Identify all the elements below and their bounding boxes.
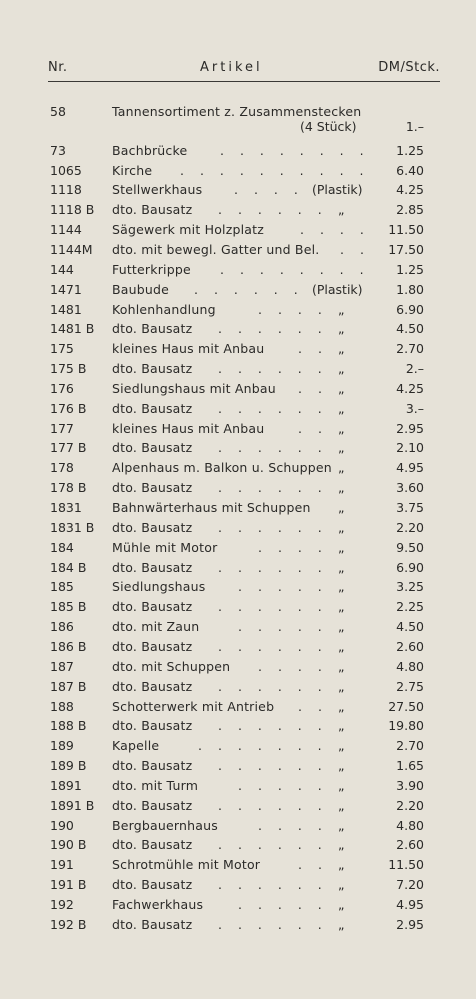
article-name: Schotterwerk mit Antrieb	[112, 698, 275, 714]
article-number: 191 B	[50, 877, 87, 893]
leader-dots: . . . . .	[238, 897, 328, 912]
article-price: 4.80	[396, 817, 424, 833]
article-name: Kirche	[112, 162, 153, 178]
list-item	[0, 895, 476, 915]
leader-dots: . . . . . .	[218, 599, 328, 615]
ditto-mark: „	[338, 400, 345, 416]
article-number: 175 B	[50, 361, 87, 377]
ditto-mark: „	[338, 897, 345, 912]
ditto-mark: „	[338, 539, 345, 555]
list-item	[0, 419, 476, 439]
article-number: 186	[50, 619, 74, 635]
list-item	[0, 697, 476, 717]
article-name: dto. Bausatz	[112, 638, 193, 654]
article-number: 1471	[50, 281, 82, 297]
ditto-mark: „	[338, 738, 345, 754]
article-name: Bergbauernhaus	[112, 817, 218, 833]
ditto-mark: „	[338, 857, 345, 873]
list-item	[0, 855, 476, 875]
article-number: 1118	[50, 182, 82, 198]
article-number: 190 B	[50, 837, 87, 853]
article-price: 1.25	[396, 261, 424, 277]
article-price: 2.70	[396, 738, 424, 754]
leader-dots: . . . . . .	[218, 519, 328, 535]
leader-dots: . . . .	[258, 301, 328, 317]
article-price: 1.80	[396, 281, 424, 297]
article-price: 2.–	[405, 361, 424, 377]
article-name: dto. Bausatz	[112, 837, 193, 853]
article-name: Siedlungshaus mit Anbau	[112, 380, 276, 396]
leader-dots: . .	[298, 420, 328, 436]
article-number: 1118 B	[50, 202, 95, 218]
article-price: 1.25	[396, 142, 424, 158]
article-price: 4.25	[396, 182, 424, 198]
article-price: 3.75	[396, 500, 424, 515]
article-number: 191	[50, 857, 74, 873]
list-item	[0, 280, 476, 300]
article-name: dto. mit bewegl. Gatter und Bel.	[112, 241, 320, 257]
article-price: 3.90	[396, 777, 424, 793]
article-name: dto. Bausatz	[112, 480, 193, 496]
article-price: 4.95	[396, 897, 424, 912]
article-name: Kohlenhandlung	[112, 301, 216, 317]
article-price: 19.80	[388, 718, 424, 734]
list-item	[0, 835, 476, 855]
list-item	[0, 776, 476, 796]
article-price: 4.50	[396, 321, 424, 337]
ditto-mark: „	[338, 916, 345, 932]
article-price: 2.25	[396, 599, 424, 615]
article-number: 1481	[50, 301, 82, 317]
leader-dots: . .	[340, 241, 370, 257]
article-price: 9.50	[396, 539, 424, 555]
article-name: Alpenhaus m. Balkon u. Schuppen	[112, 460, 332, 476]
list-item	[0, 736, 476, 756]
leader-dots: . . . . . .	[218, 877, 328, 893]
list-item	[0, 558, 476, 578]
ditto-mark: „	[338, 658, 345, 674]
leader-dots: . . . . . . . . . .	[180, 162, 370, 178]
list-item	[0, 339, 476, 359]
leader-dots: . . . . . .	[218, 361, 328, 377]
list-item	[0, 538, 476, 558]
article-number: 175	[50, 341, 74, 357]
leader-dots: . . . . . .	[218, 797, 328, 813]
article-name: dto. Bausatz	[112, 718, 193, 734]
list-item	[0, 220, 476, 240]
article-price: 2.20	[396, 797, 424, 813]
ditto-mark: „	[338, 777, 345, 793]
article-price: 11.50	[388, 222, 424, 238]
leader-dots: . . . . . .	[218, 400, 328, 416]
ditto-mark: „	[338, 877, 345, 893]
leader-dots: . . . .	[258, 539, 328, 555]
leader-dots: . . . . . .	[218, 916, 328, 932]
article-number: 184 B	[50, 559, 87, 575]
article-name: dto. Bausatz	[112, 361, 193, 377]
article-name: dto. mit Zaun	[112, 619, 200, 635]
leader-dots: . . . . . .	[218, 718, 328, 734]
list-item	[0, 796, 476, 816]
list-item	[0, 915, 476, 935]
leader-dots: . . . . .	[238, 777, 328, 793]
article-number: 177	[50, 420, 74, 436]
article-price: 6.90	[396, 559, 424, 575]
leader-dots: . . . . . . . .	[220, 142, 370, 158]
leader-dots: . . . . . . .	[198, 738, 328, 754]
article-name: dto. Bausatz	[112, 916, 193, 932]
article-number: 185 B	[50, 599, 87, 615]
article-price: 2.75	[396, 678, 424, 694]
ditto-mark: „	[338, 500, 345, 515]
article-name: dto. Bausatz	[112, 877, 193, 893]
ditto-mark: „	[338, 599, 345, 615]
article-price: 7.20	[396, 877, 424, 893]
article-number: 190	[50, 817, 74, 833]
list-item	[0, 498, 476, 518]
leader-dots: . . . .	[300, 222, 370, 238]
header-artikel: Artikel	[200, 60, 263, 75]
article-material: (Plastik)	[312, 182, 363, 198]
leader-dots: . . . . . .	[218, 638, 328, 654]
leader-dots: . . . .	[258, 658, 328, 674]
article-name: Stellwerkhaus	[112, 182, 203, 198]
header-nr: Nr.	[48, 60, 68, 75]
header-price: DM/Stck.	[378, 60, 440, 75]
list-item	[0, 756, 476, 776]
article-price: 4.80	[396, 658, 424, 674]
article-number: 1891	[50, 777, 82, 793]
leader-dots: . . . . .	[238, 619, 328, 635]
list-item	[0, 300, 476, 320]
article-number: 73	[50, 142, 66, 158]
article-number: 144	[50, 261, 74, 277]
ditto-mark: „	[338, 817, 345, 833]
ditto-mark: „	[338, 559, 345, 575]
article-number: 178	[50, 460, 74, 476]
list-item	[0, 240, 476, 260]
article-name: kleines Haus mit Anbau	[112, 420, 265, 436]
article-name: dto. Bausatz	[112, 440, 193, 456]
article-number: 1065	[50, 162, 82, 178]
article-price: 2.60	[396, 837, 424, 853]
leader-dots: . . . . . . . .	[220, 261, 370, 277]
ditto-mark: „	[338, 321, 345, 337]
article-number: 192	[50, 897, 74, 912]
ditto-mark: „	[338, 619, 345, 635]
article-price: 2.60	[396, 638, 424, 654]
article-price: 2.95	[396, 916, 424, 932]
article-name: dto. Bausatz	[112, 202, 193, 218]
leader-dots: . . . . . .	[218, 202, 328, 218]
leader-dots: . . . . . .	[218, 837, 328, 853]
article-name: Tannensortiment z. Zusammenstecken	[112, 104, 362, 119]
article-name: dto. Bausatz	[112, 599, 193, 615]
ditto-mark: „	[338, 519, 345, 535]
article-price: 3.60	[396, 480, 424, 496]
list-item	[0, 399, 476, 419]
article-number: 189	[50, 738, 74, 754]
article-number: 176 B	[50, 400, 87, 416]
article-price: 2.20	[396, 519, 424, 535]
leader-dots: . . . . .	[238, 579, 328, 595]
article-name: dto. Bausatz	[112, 519, 193, 535]
leader-dots: . . . . . .	[218, 321, 328, 337]
ditto-mark: „	[338, 698, 345, 714]
list-item	[0, 657, 476, 677]
article-name: Sägewerk mit Holzplatz	[112, 222, 265, 238]
article-price: 2.70	[396, 341, 424, 357]
leader-dots: . . . . . .	[218, 678, 328, 694]
article-price: 4.25	[396, 380, 424, 396]
article-price: 4.50	[396, 619, 424, 635]
article-name: dto. mit Turm	[112, 777, 199, 793]
article-name: dto. Bausatz	[112, 758, 193, 774]
article-name: dto. Bausatz	[112, 559, 193, 575]
ditto-mark: „	[338, 341, 345, 357]
ditto-mark: „	[338, 837, 345, 853]
leader-dots: . . . .	[234, 182, 304, 198]
header-divider	[48, 81, 440, 82]
ditto-mark: „	[338, 718, 345, 734]
article-name: dto. Bausatz	[112, 321, 193, 337]
article-name: dto. Bausatz	[112, 678, 193, 694]
ditto-mark: „	[338, 638, 345, 654]
list-item	[0, 260, 476, 280]
article-quantity-note: (4 Stück)	[300, 119, 357, 134]
ditto-mark: „	[338, 301, 345, 317]
leader-dots: . . . . . .	[218, 440, 328, 456]
list-item	[0, 597, 476, 617]
article-name: Fachwerkhaus	[112, 897, 204, 912]
ditto-mark: „	[338, 758, 345, 774]
ditto-mark: „	[338, 380, 345, 396]
list-item	[0, 180, 476, 200]
list-item	[0, 518, 476, 538]
article-price: 2.10	[396, 440, 424, 456]
article-name: Kapelle	[112, 738, 160, 754]
article-name: kleines Haus mit Anbau	[112, 341, 265, 357]
article-number: 177 B	[50, 440, 87, 456]
article-number: 189 B	[50, 758, 87, 774]
article-name: Futterkrippe	[112, 261, 191, 277]
article-price: 2.95	[396, 420, 424, 436]
ditto-mark: „	[338, 678, 345, 694]
list-item	[0, 677, 476, 697]
article-number: 1481 B	[50, 321, 95, 337]
article-number: 185	[50, 579, 74, 595]
article-number: 1831 B	[50, 519, 95, 535]
list-item	[0, 875, 476, 895]
list-item	[0, 161, 476, 181]
article-number: 192 B	[50, 916, 87, 932]
list-item	[0, 637, 476, 657]
list-item	[0, 379, 476, 399]
ditto-mark: „	[338, 480, 345, 496]
article-number: 178 B	[50, 480, 87, 496]
article-price: 1.–	[405, 119, 424, 134]
article-number: 187 B	[50, 678, 87, 694]
article-number: 1144M	[50, 241, 93, 257]
list-item	[0, 102, 476, 142]
article-price: 2.85	[396, 202, 424, 218]
article-name: dto. Bausatz	[112, 400, 193, 416]
ditto-mark: „	[338, 420, 345, 436]
leader-dots: . .	[298, 380, 328, 396]
list-item	[0, 577, 476, 597]
article-number: 187	[50, 658, 74, 674]
ditto-mark: „	[338, 797, 345, 813]
article-price: 1.65	[396, 758, 424, 774]
ditto-mark: „	[338, 361, 345, 377]
list-item	[0, 200, 476, 220]
list-item	[0, 141, 476, 161]
article-name: Mühle mit Motor	[112, 539, 218, 555]
article-number: 176	[50, 380, 74, 396]
article-price: 6.90	[396, 301, 424, 317]
list-item	[0, 438, 476, 458]
article-price: 27.50	[388, 698, 424, 714]
list-item	[0, 478, 476, 498]
ditto-mark: „	[338, 460, 345, 476]
leader-dots: . .	[298, 698, 328, 714]
article-material: (Plastik)	[312, 281, 363, 297]
leader-dots: . . . . . .	[218, 758, 328, 774]
article-number: 1831	[50, 500, 82, 515]
article-number: 58	[50, 104, 66, 119]
article-name: Schrotmühle mit Motor	[112, 857, 261, 873]
list-item	[0, 458, 476, 478]
leader-dots: . . . . . .	[194, 281, 304, 297]
article-name: Bahnwärterhaus mit Schuppen	[112, 500, 311, 515]
article-number: 188	[50, 698, 74, 714]
article-name: dto. mit Schuppen	[112, 658, 231, 674]
article-name: dto. Bausatz	[112, 797, 193, 813]
list-item	[0, 716, 476, 736]
article-price: 3.–	[405, 400, 424, 416]
ditto-mark: „	[338, 202, 345, 218]
article-price: 17.50	[388, 241, 424, 257]
article-price: 11.50	[388, 857, 424, 873]
article-name: Siedlungshaus	[112, 579, 206, 595]
leader-dots: . . . . . .	[218, 480, 328, 496]
article-number: 186 B	[50, 638, 87, 654]
article-price: 3.25	[396, 579, 424, 595]
article-number: 184	[50, 539, 74, 555]
column-header	[48, 60, 440, 80]
list-item	[0, 617, 476, 637]
list-item	[0, 359, 476, 379]
leader-dots: . . . . . .	[218, 559, 328, 575]
article-name: Bachbrücke	[112, 142, 188, 158]
leader-dots: . .	[298, 857, 328, 873]
article-number: 1891 B	[50, 797, 95, 813]
ditto-mark: „	[338, 440, 345, 456]
leader-dots: . . . .	[258, 817, 328, 833]
list-item	[0, 816, 476, 836]
article-number: 188 B	[50, 718, 87, 734]
article-name: Baubude	[112, 281, 170, 297]
article-price: 6.40	[396, 162, 424, 178]
ditto-mark: „	[338, 579, 345, 595]
leader-dots: . .	[298, 341, 328, 357]
list-item	[0, 319, 476, 339]
article-number: 1144	[50, 222, 82, 238]
article-price: 4.95	[396, 460, 424, 476]
